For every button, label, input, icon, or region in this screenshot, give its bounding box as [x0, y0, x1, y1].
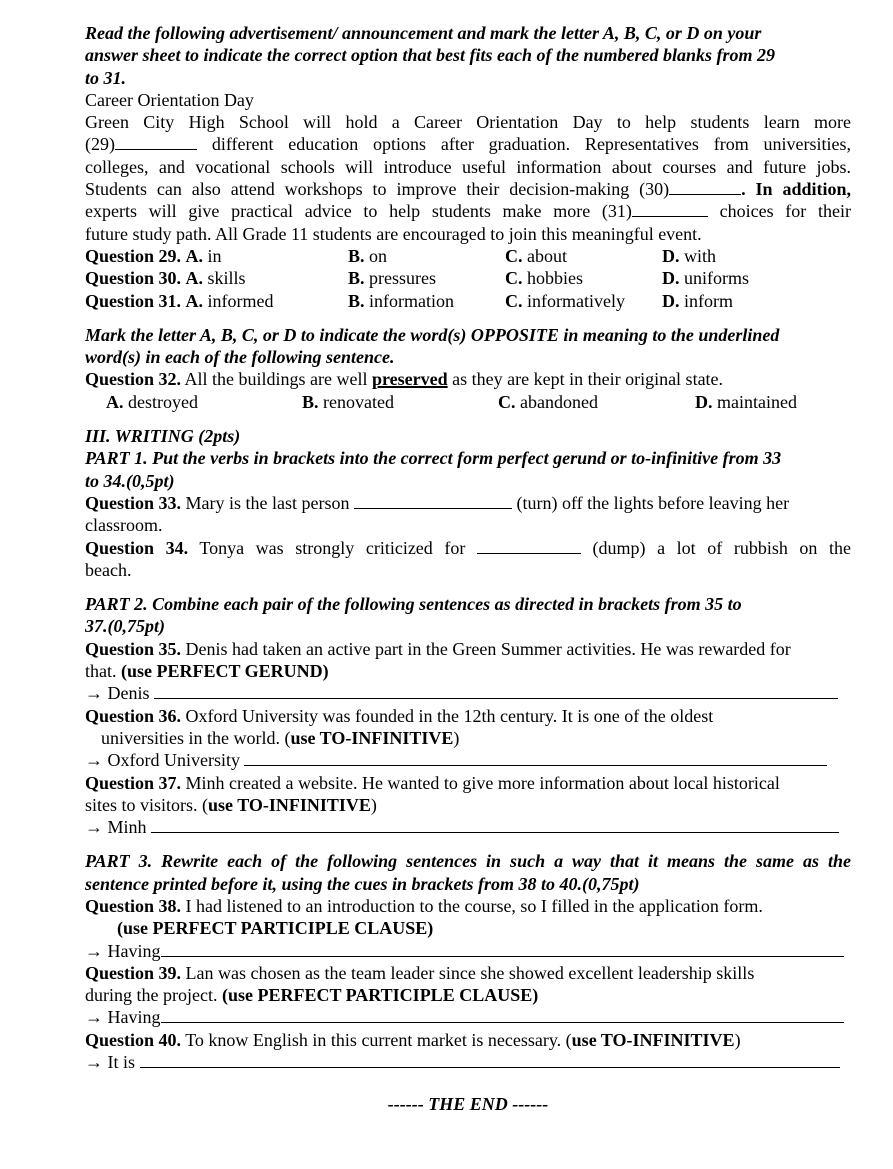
answer-line-39: → Having	[85, 1006, 851, 1028]
question-33-text: Question 33. Mary is the last person (turn) off the lights before leaving her	[85, 492, 790, 513]
part-instruction: PART 2. Combine each pair of the following sentences as directed in brackets from 35 to	[85, 594, 742, 615]
passage-line: (29) different education options after graduation. Representatives from universities,	[85, 134, 851, 155]
passage-title: Career Orientation Day	[85, 89, 254, 110]
passage-line: future study path. All Grade 11 students are encouraged to join this meaningful event.	[85, 223, 702, 244]
question-37-text: sites to visitors. (use TO-INFINITIVE)	[85, 794, 377, 815]
spacer	[85, 1083, 851, 1093]
question-36-text: universities in the world. (use TO-INFINITIVE)	[101, 727, 460, 748]
answer-line-35: → Denis	[85, 682, 851, 704]
section-heading: III. WRITING (2pts)	[85, 426, 241, 447]
question-29-options: Question 29. A. in B. on C. about D. with	[85, 245, 717, 266]
question-31-options: Question 31. A. informed B. information C. informatively D. inform	[85, 290, 733, 311]
question-35-text: that. (use PERFECT GERUND)	[85, 661, 329, 682]
question-32-options: A. destroyed B. renovated C. abandoned D. maintained	[106, 391, 797, 412]
question-30-options: Question 30. A. skills B. pressures C. hobbies D. uniforms	[85, 268, 749, 289]
underlined-word: preserved	[371, 369, 448, 390]
question-34-text: Question 34. Tonya was strongly criticized for (dump) a lot of rubbish on the	[85, 537, 852, 558]
question-36-text: Question 36. Oxford University was founded in the 12th century. It is one of the oldest	[85, 705, 714, 726]
part-instruction: PART 3. Rewrite each of the following sentences in such a way that it means the same as the	[85, 851, 851, 872]
answer-blank-39	[161, 1006, 844, 1023]
answer-blank-38	[161, 940, 844, 957]
passage-line: Students can also attend workshops to improve their decision-making (30) . In addition,	[85, 179, 851, 200]
answer-blank-34	[477, 538, 581, 554]
answer-line-36: → Oxford University	[85, 749, 851, 771]
passage-line: Green City High School will hold a Career Orientation Day to help students learn more	[85, 112, 851, 133]
question-38-text: Question 38. I had listened to an introduction to the course, so I filled in the application form.	[85, 895, 763, 916]
answer-blank-37	[151, 816, 839, 833]
the-end-footer: ------ THE END ------	[387, 1094, 549, 1115]
spacer	[85, 581, 851, 593]
answer-blank-33	[354, 493, 512, 509]
spacer	[85, 312, 851, 324]
answer-blank-30	[669, 179, 741, 195]
answer-blank-29	[115, 134, 197, 150]
spacer	[85, 838, 851, 850]
question-38-cue: (use PERFECT PARTICIPLE CLAUSE)	[117, 918, 434, 939]
question-34-text: beach.	[85, 559, 132, 580]
question-39-text: during the project. (use PERFECT PARTICIPLE CLAUSE)	[85, 985, 539, 1006]
question-40-text: Question 40. To know English in this current market is necessary. (use TO-INFINITIVE)	[85, 1029, 741, 1050]
question-35-text: Question 35. Denis had taken an active part in the Green Summer activities. He was rewarded for	[85, 638, 791, 659]
question-39-text: Question 39. Lan was chosen as the team leader since she showed excellent leadership skills	[85, 962, 755, 983]
worksheet-page	[85, 22, 851, 1116]
spacer	[85, 413, 851, 425]
answer-blank-35	[154, 682, 838, 699]
answer-blank-40	[140, 1051, 840, 1068]
instruction-line: to 31.	[85, 67, 127, 88]
part-instruction: sentence printed before it, using the cues in brackets from 38 to 40.(0,75pt)	[85, 873, 640, 894]
part-instruction: 37.(0,75pt)	[85, 616, 165, 637]
question-37-text: Question 37. Minh created a website. He wanted to give more information about local historical	[85, 772, 780, 793]
instruction-line: word(s) in each of the following sentence.	[85, 347, 395, 368]
part-instruction: to 34.(0,5pt)	[85, 470, 175, 491]
answer-blank-31	[632, 201, 708, 217]
spacer	[85, 1073, 851, 1083]
passage-line: colleges, and vocational schools will introduce useful information about courses and future jobs.	[85, 156, 851, 177]
answer-line-40: → It is	[85, 1051, 851, 1073]
instruction-line: answer sheet to indicate the correct option that best fits each of the numbered blanks from 29	[85, 45, 776, 66]
part-instruction: PART 1. Put the verbs in brackets into the correct form perfect gerund or to-infinitive from 33	[85, 448, 782, 469]
answer-line-37: → Minh	[85, 816, 851, 838]
question-32-text: Question 32. All the buildings are well preserved as they are kept in their original state.	[85, 369, 724, 390]
question-33-text: classroom.	[85, 515, 163, 536]
answer-line-38: → Having	[85, 940, 851, 962]
instruction-line: Read the following advertisement/ announcement and mark the letter A, B, C, or D on your	[85, 23, 762, 43]
instruction-line: Mark the letter A, B, C, or D to indicate the word(s) OPPOSITE in meaning to the underlined	[85, 324, 780, 345]
answer-blank-36	[244, 749, 827, 766]
passage-line: experts will give practical advice to help students make more (31) choices for their	[85, 201, 851, 222]
